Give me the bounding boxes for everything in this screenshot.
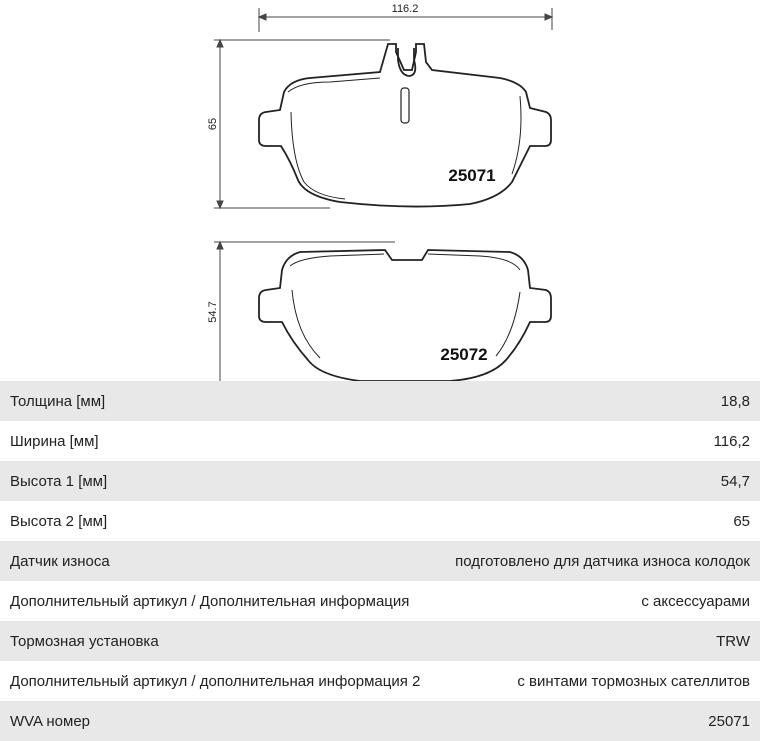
spec-value: 25071	[708, 712, 750, 730]
spec-value: 65	[733, 512, 750, 530]
spec-value: 116,2	[713, 432, 750, 450]
spec-label: Высота 1 [мм]	[10, 472, 108, 490]
table-row	[0, 581, 760, 621]
table-row	[0, 381, 760, 421]
height-dimension-top-label: 65	[207, 117, 219, 131]
spec-value: подготовлено для датчика износа колодок	[455, 552, 750, 570]
table-row	[0, 541, 760, 581]
spec-label: Толщина [мм]	[10, 392, 106, 410]
table-row	[0, 701, 760, 741]
spec-label: Датчик износа	[10, 552, 110, 570]
table-row	[0, 501, 760, 541]
table-row	[0, 621, 760, 661]
part-number-top: 25071	[448, 166, 496, 185]
brake-pad-top	[259, 44, 551, 207]
spec-label: Дополнительный артикул / Дополнительная информация	[10, 592, 410, 610]
spec-label: WVA номер	[10, 712, 91, 730]
specs-table	[0, 381, 760, 741]
spec-label: Высота 2 [мм]	[10, 512, 108, 530]
spec-value: с аксессуарами	[641, 592, 750, 610]
table-row	[0, 461, 760, 501]
spec-label: Ширина [мм]	[10, 432, 99, 450]
table-row	[0, 661, 760, 701]
part-number-bottom: 25072	[440, 345, 488, 364]
spec-label: Дополнительный артикул / дополнительная информация 2	[10, 672, 421, 690]
brake-pad-bottom	[259, 250, 551, 381]
spec-label: Тормозная установка	[10, 632, 159, 650]
spec-value: 54,7	[720, 472, 750, 490]
spec-value: с винтами тормозных сателлитов	[517, 672, 750, 690]
spec-value: 18,8	[720, 392, 750, 410]
height-dimension-bottom-label: 54.7	[207, 301, 219, 323]
width-dimension-label: 116.2	[391, 3, 419, 15]
spec-value: TRW	[716, 632, 750, 650]
table-row	[0, 421, 760, 461]
